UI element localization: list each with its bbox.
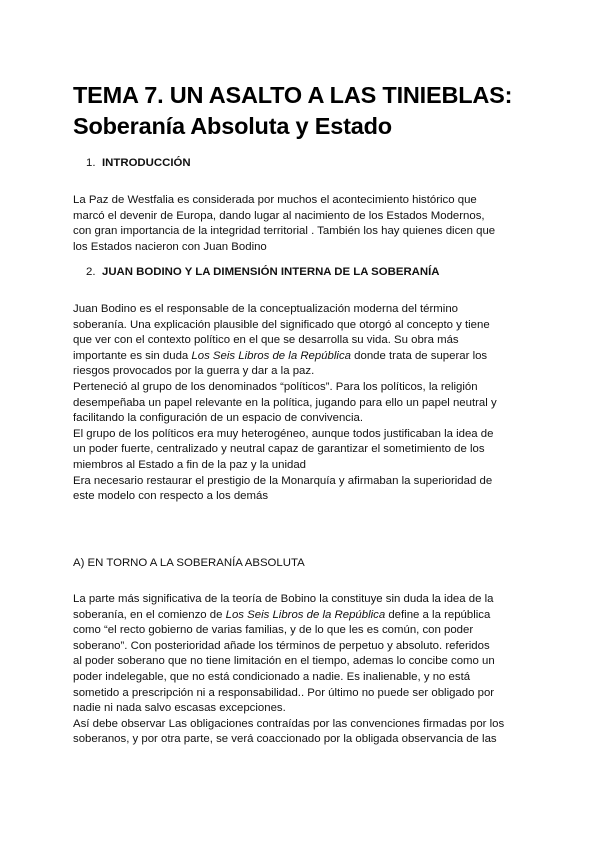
section-heading-juan-bodino	[86, 265, 440, 280]
text-line	[73, 608, 525, 624]
text-line: soberano”. Con posterioridad añade los términos de perpetuo y absoluto. referidos	[73, 639, 490, 652]
absoluta-paragraph	[73, 592, 525, 748]
text-line: poder indelegable, que no está condicionado a nadie. Es inalienable, y no está	[73, 670, 471, 683]
book-title: Los Seis Libros de la República	[225, 608, 386, 621]
text-line: este modelo con respecto a los demás	[73, 490, 269, 503]
text-line: al poder soberano que no tiene limitación en el tiempo, ademas lo concibe como un	[73, 655, 495, 668]
text-line: El grupo de los políticos era muy heterogéneo, aunque todos justificaban la idea de	[73, 427, 494, 440]
text-line	[73, 349, 525, 365]
text-line: nadie ni nada salvo escasas excepciones.	[73, 702, 286, 715]
bodino-paragraph	[73, 302, 525, 505]
book-title: Los Seis Libros de la República	[191, 349, 351, 362]
text-line: que ver con el contexto político en el que se desarrolla su vida. Su obra más	[73, 334, 459, 347]
text-line: Perteneció al grupo de los denominados “políticos”. Para los políticos, la religión	[73, 380, 478, 393]
subsection-heading-soberania-absoluta: A) EN TORNO A LA SOBERANÍA ABSOLUTA	[73, 557, 305, 569]
text-line: con gran importancia de la integridad territorial . También los hay quienes dicen que	[73, 225, 496, 238]
text-line: como “el recto gobierno de varias familias, y de lo que les es común, con poder	[73, 624, 474, 637]
text-line: La parte más significativa de la teoría de Bobino la constituye sin duda la idea de la	[73, 593, 494, 605]
text-line: Así debe observar Las obligaciones contraídas por las convenciones firmadas por los	[73, 717, 505, 730]
text-line: La Paz de Westfalia es considerada por muchos el acontecimiento histórico que	[73, 194, 477, 206]
text-line: soberanía. Una explicación plausible del significado que otorgó al concepto y tiene	[73, 318, 490, 331]
text-line: riesgos provocados por la guerra y dar a la paz.	[73, 365, 315, 378]
section-number: 1.	[86, 157, 96, 169]
section-heading-text: JUAN BODINO Y LA DIMENSIÓN INTERNA DE LA SOBERANÍA	[102, 266, 440, 278]
text-line: Era necesario restaurar el prestigio de la Monarquía y afirmaban la superioridad de	[73, 474, 493, 487]
text-line: un poder fuerte, centralizado y neutral capaz de garantizar el sometimiento de los	[73, 443, 485, 456]
text-line: marcó el devenir de Europa, dando lugar al nacimiento de los Estados Modernos,	[73, 209, 485, 222]
text-line: sometido a prescripción ni a responsabilidad.. Por último no puede ser obligado por	[73, 686, 495, 699]
section-number: 2.	[86, 266, 96, 278]
text-line: los Estados nacieron con Juan Bodino	[73, 240, 267, 253]
text-line: soberanos, y por otra parte, se verá coaccionado por la obligada observancia de las	[73, 733, 497, 746]
text-segment: soberanía, en el comienzo de	[73, 608, 226, 621]
text-line: facilitando la configuración de un espacio de convivencia.	[73, 412, 364, 425]
section-heading-text: INTRODUCCIÓN	[102, 157, 191, 169]
text-line: miembros al Estado a fin de la paz y la unidad	[73, 458, 307, 471]
text-line: desempeñaba un papel relevante en la política, jugando para ello un papel neutral y	[73, 396, 497, 409]
text-segment: importante es sin duda	[73, 349, 192, 362]
document-title	[73, 80, 512, 142]
title-line-1: TEMA 7. UN ASALTO A LAS TINIEBLAS:	[73, 82, 513, 108]
text-segment: donde trata de superar los	[350, 349, 488, 362]
intro-paragraph	[73, 193, 525, 255]
title-line-2: Soberanía Absoluta y Estado	[73, 113, 392, 139]
text-line: Juan Bodino es el responsable de la conceptualización moderna del término	[73, 303, 458, 315]
section-heading-introduccion	[86, 156, 191, 171]
text-segment: define a la república	[385, 608, 491, 621]
